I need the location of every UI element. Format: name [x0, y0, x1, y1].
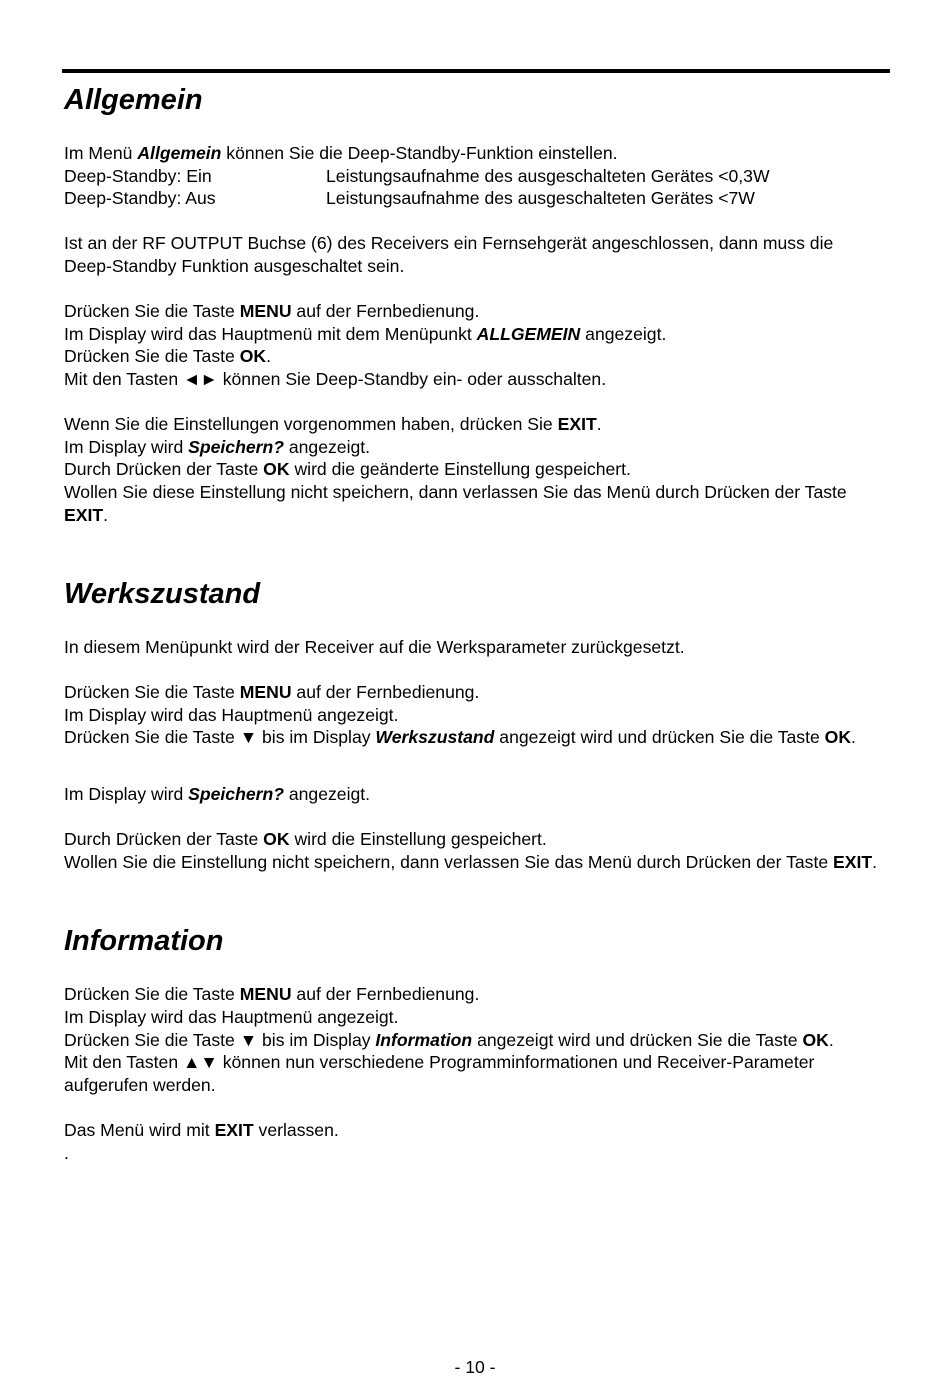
text: angezeigt. [580, 323, 667, 344]
text: Durch Drücken der Taste [64, 459, 264, 480]
text: . [103, 504, 108, 525]
paragraph [64, 726, 884, 749]
text: wird die Einstellung gespeichert. [289, 829, 547, 850]
standby-row-off [64, 187, 884, 210]
heading-allgemein: Allgemein [64, 84, 203, 116]
key-label: OK [824, 727, 852, 748]
paragraph [64, 436, 884, 459]
text: Wenn Sie die Einstellungen vorgenommen haben, drücken Sie [64, 414, 558, 435]
menu-term: Werkszustand [375, 727, 495, 748]
text: Im Display wird [64, 436, 189, 457]
text: . [872, 851, 878, 872]
key-label: EXIT [64, 504, 104, 525]
text: auf der Fernbedienung. [291, 301, 480, 322]
menu-term: ALLGEMEIN [476, 323, 581, 344]
key-label: EXIT [557, 414, 597, 435]
key-label: MENU [239, 301, 292, 322]
paragraph [64, 413, 884, 436]
text: Wollen Sie die Einstellung nicht speichern, dann verlassen Sie das Menü durch Drücken der Taste [64, 851, 834, 872]
text: Drücken Sie die Taste ▼ bis im Display [64, 1029, 376, 1050]
heading-information: Information [64, 925, 224, 958]
paragraph [64, 481, 884, 526]
paragraph: Mit den Tasten ▲▼ können nun verschiedene Programminformationen und Receiver-Parameter aufgerufen werden. [64, 1052, 815, 1095]
text: können Sie die Deep-Standby-Funktion einstellen. [221, 143, 618, 163]
text: angezeigt wird und drücken Sie die Taste [494, 727, 825, 748]
text: wird die geänderte Einstellung gespeichert. [289, 459, 631, 480]
text: Durch Drücken der Taste [64, 829, 264, 850]
text: angezeigt wird und drücken Sie die Taste [472, 1029, 803, 1050]
text: Im Menü [64, 143, 138, 163]
paragraph [64, 458, 884, 481]
paragraph [64, 1029, 884, 1052]
text: . [828, 1029, 834, 1050]
paragraph [64, 300, 884, 323]
menu-term: Allgemein [137, 143, 222, 163]
menu-term: Information [375, 1029, 473, 1050]
paragraph [64, 323, 884, 346]
paragraph: Im Display wird das Hauptmenü angezeigt. [64, 1007, 399, 1028]
text: angezeigt. [283, 784, 371, 805]
key-label: OK [239, 346, 267, 367]
heading-werkszustand: Werkszustand [64, 578, 261, 611]
paragraph [64, 851, 884, 874]
key-label: OK [263, 459, 290, 480]
key-label: MENU [239, 984, 292, 1005]
paragraph: Ist an der RF OUTPUT Buchse (6) des Receivers ein Fernsehgerät angeschlossen, dann muss die Deep-Standby Funktion ausgeschaltet sein. [64, 233, 834, 276]
paragraph: In diesem Menüpunkt wird der Receiver auf die Werksparameter zurückgesetzt. [64, 637, 685, 658]
paragraph: . [64, 1142, 69, 1163]
key-label: MENU [239, 682, 292, 703]
section-werkszustand [64, 574, 884, 873]
text: . [851, 727, 856, 748]
section-allgemein [64, 80, 884, 526]
text: Im Display wird das Hauptmenü mit dem Menüpunkt [64, 323, 477, 344]
menu-term: Speichern? [188, 784, 284, 805]
standby-value: Leistungsaufnahme des ausgeschalteten Gerätes <0,3W [326, 165, 770, 186]
text: Drücken Sie die Taste [64, 984, 240, 1005]
text: Drücken Sie die Taste ▼ bis im Display [64, 727, 376, 748]
text: Drücken Sie die Taste [64, 301, 240, 322]
text: auf der Fernbedienung. [291, 984, 480, 1005]
text: Drücken Sie die Taste [64, 346, 240, 367]
standby-value: Leistungsaufnahme des ausgeschalteten Gerätes <7W [326, 188, 755, 209]
standby-label: Deep-Standby: Ein [64, 165, 212, 186]
paragraph: Mit den Tasten ◄► können Sie Deep-Standby ein- oder ausschalten. [64, 368, 607, 389]
top-rule [62, 69, 890, 73]
text: auf der Fernbedienung. [291, 682, 480, 703]
text: Wollen Sie diese Einstellung nicht speichern, dann verlassen Sie das Menü durch Drücken der Taste [64, 481, 847, 502]
key-label: EXIT [214, 1120, 254, 1140]
paragraph [64, 983, 884, 1006]
standby-label: Deep-Standby: Aus [64, 188, 216, 209]
paragraph [64, 783, 884, 806]
text: Drücken Sie die Taste [64, 682, 240, 703]
text: angezeigt. [283, 436, 371, 457]
menu-term: Speichern? [188, 436, 284, 457]
key-label: EXIT [833, 851, 873, 872]
paragraph [64, 1119, 884, 1142]
text: . [596, 414, 602, 435]
document-body [64, 80, 884, 1164]
key-label: OK [263, 829, 290, 850]
text: Im Display wird [64, 784, 189, 805]
paragraph [64, 345, 884, 368]
text: . [266, 346, 271, 367]
key-label: OK [802, 1029, 829, 1050]
text: Das Menü wird mit [64, 1120, 215, 1140]
standby-row-on [64, 165, 884, 188]
text: verlassen. [253, 1120, 339, 1140]
paragraph [64, 681, 884, 704]
section-information [64, 921, 884, 1164]
paragraph [64, 828, 884, 851]
paragraph [64, 142, 884, 165]
page-number: - 10 - [454, 1357, 496, 1377]
paragraph: Im Display wird das Hauptmenü angezeigt. [64, 704, 399, 725]
